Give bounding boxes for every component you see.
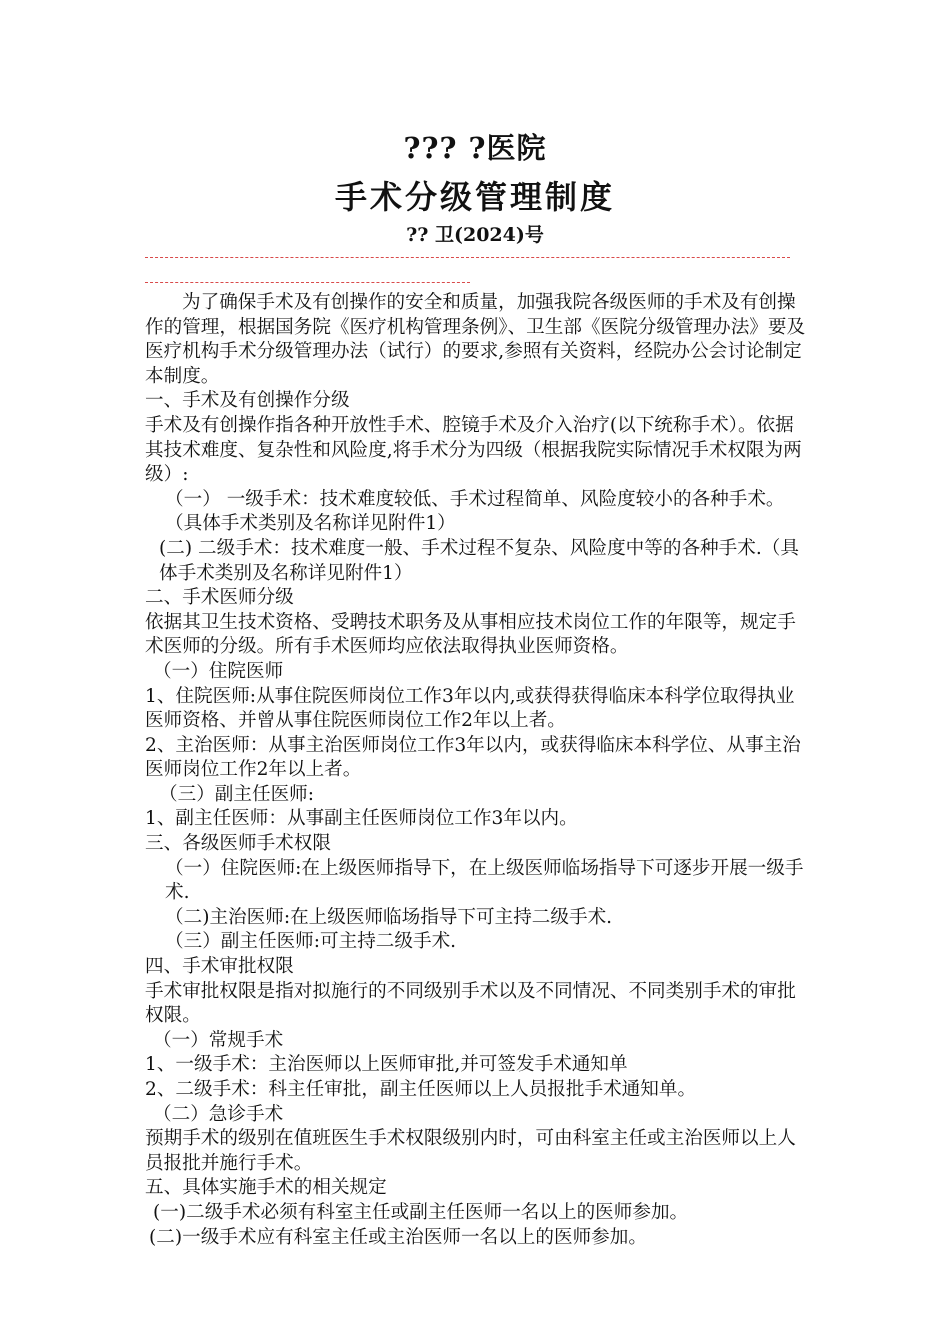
paragraph: 预期手术的级别在值班医生手术权限级别内时，可由科室主任或主治医师以上人员报批并施行手术。 <box>145 1128 796 1174</box>
subsection-heading: （二）急诊手术 <box>153 1103 284 1125</box>
document-title: 手术分级管理制度 <box>334 178 615 216</box>
section-heading: 二、手术医师分级 <box>145 587 294 609</box>
list-item: 2、主治医师：从事主治医师岗位工作3年以内，或获得临床本科学位、从事主治医师岗位工作2年以上者。 <box>145 734 801 781</box>
divider-line <box>145 257 790 258</box>
divider-line <box>145 282 470 283</box>
list-item: （三）副主任医师:可主持二级手术. <box>165 931 457 953</box>
subsection-heading: （一）常规手术 <box>153 1029 284 1051</box>
list-item: 1、副主任医师：从事副主任医师岗位工作3年以内。 <box>145 808 578 830</box>
subsection-heading: （一）住院医师 <box>153 660 284 682</box>
intro-paragraph: 为了确保手术及有创操作的安全和质量，加强我院各级医师的手术及有创操作的管理，根据国务院《医疗机构管理条例》、卫生部《医院分级管理办法》要及医疗机构手术分级管理办法（试行）的要求,参照有关资料，经院办公会讨论制定本制度。 <box>145 292 806 387</box>
list-item: (二)一级手术应有科室主任或主治医师一名以上的医师参加。 <box>149 1226 647 1248</box>
hospital-name: ??? ?医院 <box>403 131 547 165</box>
section-heading: 四、手术审批权限 <box>145 956 294 978</box>
section-heading: 一、手术及有创操作分级 <box>145 390 350 412</box>
section-heading: 五、具体实施手术的相关规定 <box>145 1177 387 1199</box>
list-item: （一） 一级手术：技术难度较低、手术过程简单、风险度较小的各种手术。（具体手术类别及名称详见附件1） <box>165 488 785 535</box>
document-body <box>145 291 810 1250</box>
paragraph: 手术审批权限是指对拟施行的不同级别手术以及不同情况、不同类别手术的审批权限。 <box>145 980 796 1027</box>
list-item: (二) 二级手术：技术难度一般、手术过程不复杂、风险度中等的各种手术.（具体手术类别及名称详见附件1） <box>159 537 799 584</box>
document-number: ?? 卫(2024)号 <box>406 224 544 246</box>
list-item: （一）住院医师:在上级医师指导下，在上级医师临场指导下可逐步开展一级手术. <box>165 857 804 904</box>
list-item: 1、住院医师:从事住院医师岗位工作3年以内,或获得获得临床本科学位取得执业医师资格、并曾从事住院医师岗位工作2年以上者。 <box>145 685 795 732</box>
list-item: (一)二级手术必须有科室主任或副主任医师一名以上的医师参加。 <box>153 1201 689 1223</box>
section-heading: 三、各级医师手术权限 <box>145 833 331 855</box>
list-item: 1、一级手术：主治医师以上医师审批,并可签发手术通知单 <box>145 1054 628 1076</box>
paragraph: 手术及有创操作指各种开放性手术、腔镜手术及介入治疗(以下统称手术）。依据其技术难度、复杂性和风险度,将手术分为四级（根据我院实际情况手术权限为两级）: <box>145 414 802 486</box>
subsection-heading: （三）副主任医师: <box>159 783 315 805</box>
list-item: 2、二级手术：科主任审批，副主任医师以上人员报批手术通知单。 <box>145 1079 697 1100</box>
list-item: （二)主治医师:在上级医师临场指导下可主持二级手术. <box>165 906 613 928</box>
paragraph: 依据其卫生技术资格、受聘技术职务及从事相应技术岗位工作的年限等，规定手术医师的分级。所有手术医师均应依法取得执业医师资格。 <box>145 611 796 658</box>
